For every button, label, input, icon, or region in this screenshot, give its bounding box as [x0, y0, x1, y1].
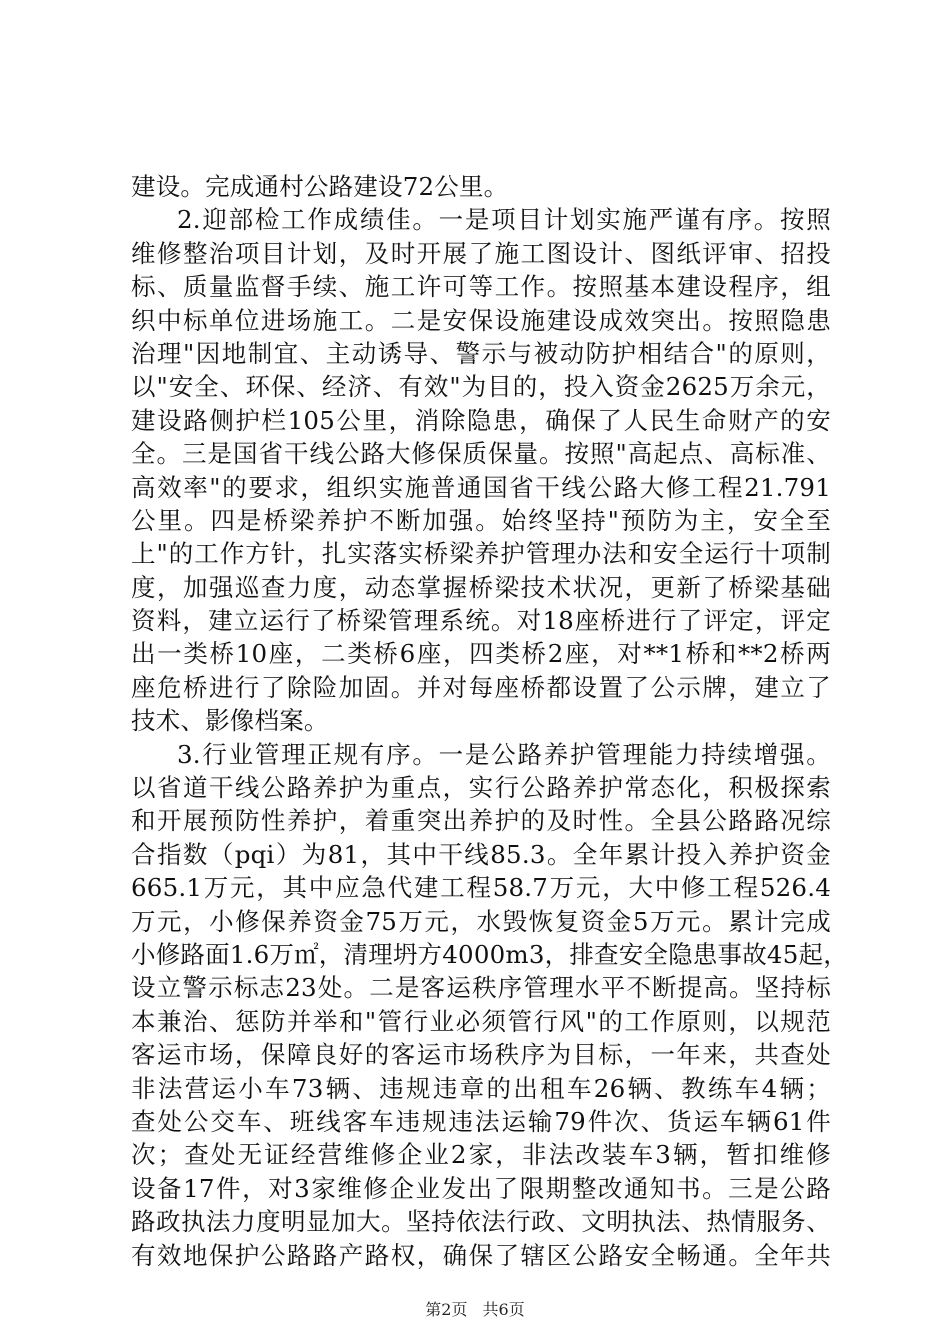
- text-line: 小修路面1.6万㎡，清理坍方4000m3，排查安全隐患事故45起，: [131, 939, 848, 969]
- text-line: 有效地保护公路路产路权，确保了辖区公路安全畅通。全年共: [131, 1240, 831, 1270]
- text-line: 上"的工作方针，扎实落实桥梁养护管理办法和安全运行十项制: [131, 539, 831, 569]
- body-text: [131, 170, 848, 1272]
- text-line: 资料，建立运行了桥梁管理系统。对18座桥进行了评定，评定: [131, 606, 831, 636]
- text-line: 维修整治项目计划，及时开展了施工图设计、图纸评审、招投: [131, 238, 831, 268]
- text-line: 设立警示标志23处。二是客运秩序管理水平不断提高。坚持标: [131, 973, 831, 1003]
- text-line: 非法营运小车73辆、违规违章的出租车26辆、教练车4辆；: [131, 1073, 831, 1103]
- text-line: 治理"因地制宜、主动诱导、警示与被动防护相结合"的原则，: [131, 338, 831, 368]
- text-line: 客运市场，保障良好的客运市场秩序为目标，一年来，共查处: [131, 1040, 831, 1070]
- text-line: 织中标单位进场施工。二是安保设施建设成效突出。按照隐患: [131, 305, 831, 335]
- text-line: 2.迎部检工作成绩佳。一是项目计划实施严谨有序。按照: [177, 205, 831, 235]
- text-line: 查处公交车、班线客车违规违法运输79件次、货运车辆61件: [131, 1106, 831, 1136]
- text-line: 高效率"的要求，组织实施普通国省干线公路大修工程21.791: [131, 472, 831, 502]
- text-line: 以"安全、环保、经济、有效"为目的，投入资金2625万余元，: [131, 372, 831, 402]
- text-line: 建设路侧护栏105公里，消除隐患，确保了人民生命财产的安: [131, 405, 831, 435]
- text-line: 路政执法力度明显加大。坚持依法行政、文明执法、热情服务、: [131, 1207, 831, 1237]
- text-line: 建设。完成通村公路建设72公里。: [131, 172, 509, 201]
- text-line: 设备17件，对3家维修企业发出了限期整改通知书。三是公路: [131, 1173, 831, 1203]
- text-line: 本兼治、惩防并举和"管行业必须管行风"的工作原则，以规范: [131, 1006, 831, 1036]
- text-line: 合指数（pqi）为81，其中干线85.3。全年累计投入养护资金: [131, 839, 831, 869]
- page-footer: [0, 1300, 950, 1320]
- text-line: 665.1万元，其中应急代建工程58.7万元，大中修工程526.4: [131, 873, 831, 903]
- text-line: 万元，小修保养资金75万元，水毁恢复资金5万元。累计完成: [131, 906, 831, 936]
- page-number: 第2页: [425, 1300, 468, 1319]
- text-line: 全。三是国省干线公路大修保质保量。按照"高起点、高标准、: [131, 439, 831, 469]
- text-line: 技术、影像档案。: [131, 706, 329, 736]
- page-total: 共6页: [482, 1300, 525, 1319]
- text-line: 出一类桥10座，二类桥6座，四类桥2座，对**1桥和**2桥两: [131, 639, 831, 669]
- text-line: 以省道干线公路养护为重点，实行公路养护常态化，积极探索: [131, 773, 831, 803]
- text-line: 次；查处无证经营维修企业2家，非法改装车3辆，暂扣维修: [131, 1140, 831, 1170]
- text-line: 标、质量监督手续、施工许可等工作。按照基本建设程序，组: [131, 272, 831, 302]
- text-line: 度，加强巡查力度，动态掌握桥梁技术状况，更新了桥梁基础: [131, 572, 831, 602]
- text-line: 座危桥进行了除险加固。并对每座桥都设置了公示牌，建立了: [131, 672, 831, 702]
- text-line: 3.行业管理正规有序。一是公路养护管理能力持续增强。: [177, 739, 831, 769]
- text-line: 公里。四是桥梁养护不断加强。始终坚持"预防为主，安全至: [131, 505, 831, 535]
- text-line: 和开展预防性养护，着重突出养护的及时性。全县公路路况综: [131, 806, 831, 836]
